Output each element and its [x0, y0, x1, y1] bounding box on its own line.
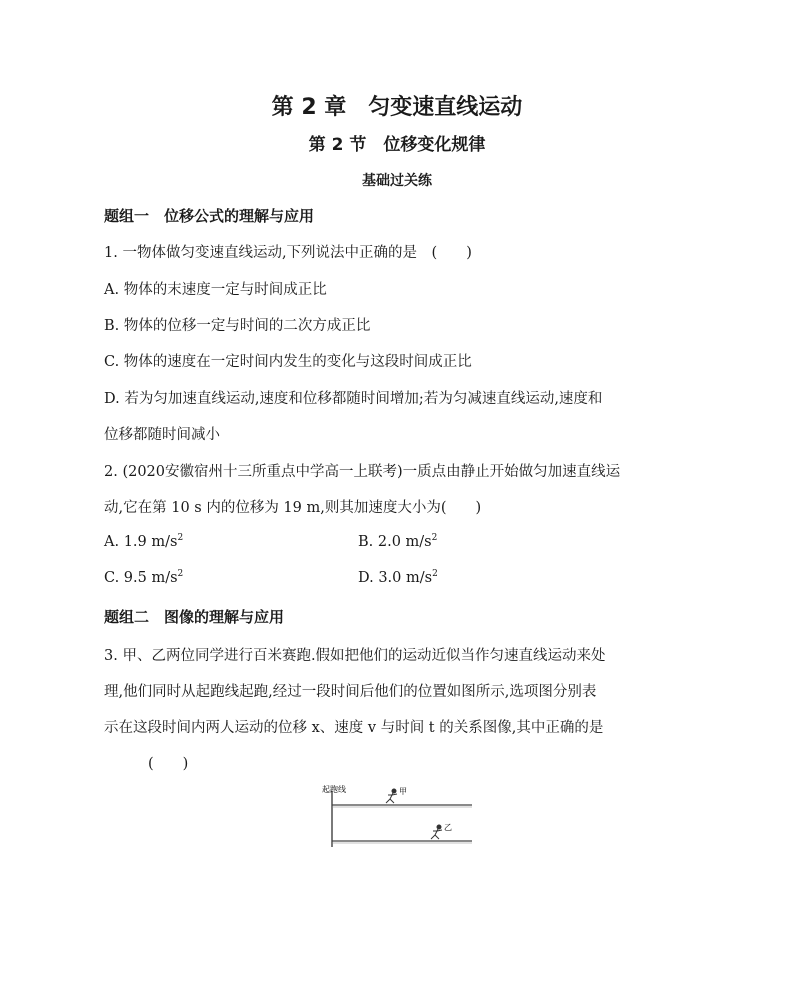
q1-stem: 1. 一物体做匀变速直线运动,下列说法中正确的是 ( ) [104, 245, 472, 261]
runner-a-label: 甲 [399, 787, 407, 796]
race-figure [322, 785, 472, 851]
chapter-title: 第 2 章 匀变速直线运动 [271, 95, 523, 120]
runner-b-icon [431, 825, 442, 839]
group1-heading: 题组一 位移公式的理解与应用 [104, 207, 315, 225]
q3-answer-bracket: ( ) [148, 756, 189, 772]
q2-stem-line1: 2. (2020安徽宿州十三所重点中学高一上联考)一质点由静止开始做匀加速直线运 [104, 464, 621, 480]
group2-heading: 题组二 图像的理解与应用 [104, 608, 285, 626]
q1-option-c: C. 物体的速度在一定时间内发生的变化与这段时间成正比 [104, 354, 472, 370]
q3-stem-line3: 示在这段时间内两人运动的位移 x、速度 v 与时间 t 的关系图像,其中正确的是 [104, 720, 604, 736]
q1-option-d-line2: 位移都随时间减小 [104, 427, 220, 443]
start-line-label: 起跑线 [322, 785, 346, 794]
q2-option-c: C. 9.5 $m/s^2$ [104, 569, 184, 586]
q3-stem-line2: 理,他们同时从起跑线起跑,经过一段时间后他们的位置如图所示,选项图分别表 [104, 684, 597, 700]
q1-option-b: B. 物体的位移一定与时间的二次方成正比 [104, 318, 371, 334]
q1-option-d-line1: D. 若为匀加速直线运动,速度和位移都随时间增加;若为匀减速直线运动,速度和 [104, 391, 603, 407]
runner-b-label: 乙 [444, 823, 452, 832]
q2-option-a: A. 1.9 $m/s^2$ [104, 533, 184, 550]
q2-stem-line2: 动,它在第 10 s 内的位移为 19 m,则其加速度大小为( ) [104, 500, 482, 516]
runner-a-icon [386, 789, 397, 803]
q2-option-b: B. 2.0 $m/s^2$ [358, 533, 438, 550]
q2-option-d: D. 3.0 $m/s^2$ [358, 569, 438, 586]
race-diagram [322, 785, 472, 851]
section-title: 第 2 节 位移变化规律 [308, 135, 486, 155]
q1-option-a: A. 物体的末速度一定与时间成正比 [104, 282, 327, 298]
exercise-subtitle: 基础过关练 [362, 173, 432, 189]
q3-stem-line1: 3. 甲、乙两位同学进行百米赛跑.假如把他们的运动近似当作匀速直线运动来处 [104, 648, 606, 664]
